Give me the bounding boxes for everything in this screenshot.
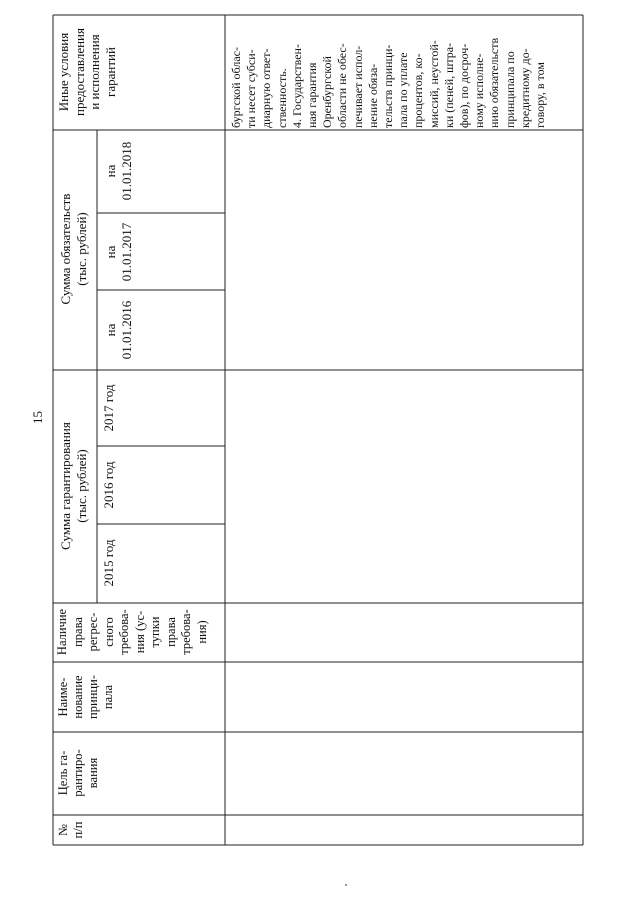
header-num: № п/п: [56, 821, 85, 839]
scan-artifact: [345, 884, 347, 886]
header-regress: Наличие права регрес- сного требова- ния (ус- тупки права требова- ния): [55, 608, 209, 656]
header-sum-guarantee: Сумма гарантирования (тыс. рублей): [58, 422, 89, 550]
page-number: 15: [30, 411, 45, 424]
header-sum-obligations: Сумма обязательств (тыс. рублей): [58, 193, 89, 305]
header-purpose: Цель га- рантиро- вания: [56, 749, 100, 797]
header-other-conditions: Иные условия предоставления и исполнения гарантий: [56, 28, 118, 116]
header-year-2015: 2015 год: [101, 539, 116, 587]
header-date-2017: на 01.01.2017: [103, 222, 134, 282]
header-year-2017: 2017 год: [101, 384, 116, 432]
other-conditions-text: бургской облас- ти несет субси- диарную ответ- ственность. 4. Государствен- ная гарантия Оренбургской области не обес- печивает испол- нение обяза- тельств принци- пала по уплате процентов, ко- миссий, неустой- ки (пеней, штра- фов), по досроч- ному исполне- нию обязательств принципала по кредитному до- говору, в том: [229, 37, 548, 128]
header-date-2018: на 01.01.2018: [103, 141, 134, 201]
header-principal: Наиме- нование принци- пала: [56, 675, 115, 719]
header-date-2016: на 01.01.2016: [103, 300, 134, 360]
header-year-2016: 2016 год: [101, 461, 116, 509]
